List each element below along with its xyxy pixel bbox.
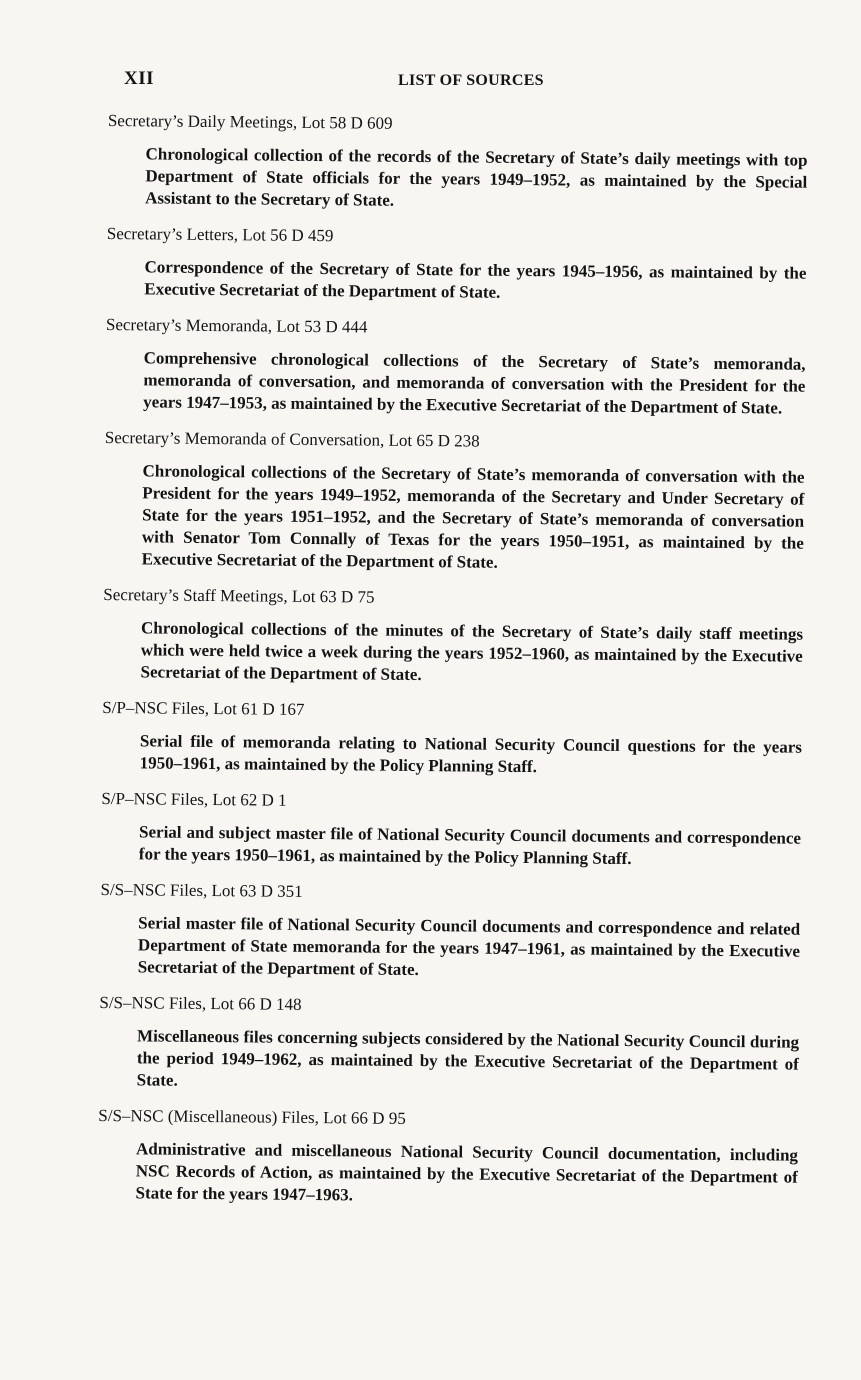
source-list — [97, 110, 808, 1225]
source-heading: S/P–NSC Files, Lot 61 D 167 — [102, 697, 305, 719]
source-entry — [105, 314, 806, 420]
source-entry — [101, 788, 802, 872]
source-description: Chronological collections of the minutes of the Secretary of State’s daily staff meetings which were held twice a week during the years 1952–1960, as maintained by the Executive Secretariat of the Department of State. — [140, 618, 804, 685]
source-heading: Secretary’s Memoranda, Lot 53 D 444 — [105, 314, 368, 337]
source-description: Chronological collection of the records of the Secretary of State’s daily meetings with top Department of State officials for the years 1949–1952, as maintained by the Special Assistant to the Secretary of State. — [145, 144, 808, 210]
source-description: Serial master file of National Security Council documents and correspondence and related Department of State memoranda for the years 1947–1961, as maintained by the Executive Secretariat of the Department of State. — [137, 913, 801, 980]
source-entry — [99, 992, 800, 1098]
source-description: Serial and subject master file of National Security Council documents and correspondence for the years 1950–1961, as maintained by the Policy Planning Staff. — [138, 822, 802, 869]
source-entry — [106, 223, 807, 307]
running-head: LIST OF SOURCES — [398, 72, 544, 89]
source-description: Chronological collections of the Secretary of State’s memoranda of conversation with the President for the years 1949–1952, memoranda of the Secretary and Under Secretary of State for the years 1951–1952, and the Secretary of State’s memoranda of conversation with Senator Tom Connally of Texas for the years 1950–1951, as maintained by the Executive Secretariat of the Department of State. — [141, 461, 805, 572]
source-heading: Secretary’s Staff Meetings, Lot 63 D 75 — [103, 584, 375, 607]
source-description: Serial file of memoranda relating to National Security Council questions for the years 1950–1961, as maintained by the Policy Planning Staff. — [139, 731, 803, 777]
source-heading: Secretary’s Letters, Lot 56 D 459 — [106, 223, 334, 246]
source-entry — [104, 427, 805, 577]
source-description: Administrative and miscellaneous National Security Council documentation, including NSC Records of Action, as maintained by the Executive Secretariat of the Department of State for the years 1947–1963. — [135, 1139, 799, 1205]
source-heading: S/S–NSC Files, Lot 66 D 148 — [99, 992, 302, 1014]
page-number: XII — [124, 68, 155, 89]
source-heading: Secretary’s Daily Meetings, Lot 58 D 609 — [107, 110, 393, 133]
source-description: Comprehensive chronological collections of the Secretary of State’s memoranda, memoranda of conversation, and memoranda of conversation with the President for the years 1947–1953, as maintained by the Executive Secretariat of the Department of State. — [143, 348, 806, 418]
source-description: Miscellaneous files concerning subjects considered by the National Security Council during the period 1949–1962, as maintained by the Executive Secretariat of the Department of State. — [136, 1026, 800, 1090]
source-heading: S/P–NSC Files, Lot 62 D 1 — [101, 788, 287, 810]
source-entry — [107, 110, 808, 216]
source-heading: S/S–NSC Files, Lot 63 D 351 — [100, 879, 303, 901]
source-description: Correspondence of the Secretary of State for the years 1945–1956, as maintained by the Executive Secretariat of the Department of State. — [144, 257, 807, 302]
source-heading: S/S–NSC (Miscellaneous) Files, Lot 66 D 95 — [98, 1105, 406, 1128]
source-entry — [102, 697, 803, 781]
source-entry — [97, 1105, 798, 1211]
source-entry — [102, 584, 803, 690]
source-entry — [100, 879, 801, 985]
source-heading: Secretary’s Memoranda of Conversation, Lot 65 D 238 — [104, 427, 480, 451]
